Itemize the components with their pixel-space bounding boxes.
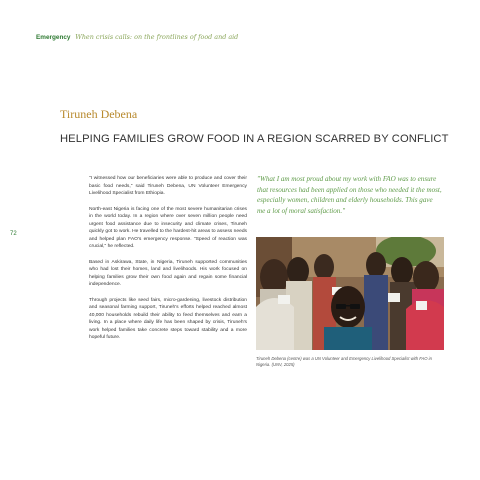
profile-name: Tiruneh Debena (60, 107, 138, 121)
article-headline: HELPING FAMILIES GROW FOOD IN A REGION SCARRED BY CONFLICT (60, 133, 449, 145)
body-paragraph: North-east Nigeria is facing one of the most severe humanitarian crises in the world today. In a region where over seven million people need urgent food assistance due to insecurity and climate crises, Tiruneh quickly got to work. He travelled to the hardest-hit areas to assess needs and helped plan FAO's emergency response. "Speed of reaction was crucial," he reflected. (89, 206, 247, 249)
page-number: 72 (10, 231, 17, 237)
article-body (89, 175, 247, 350)
body-paragraph: Through projects like seed fairs, micro-gardening, livestock distribution and seasonal farming support, Tiruneh's efforts helped reached almost 40,000 households rebuild their ability to feed themselves and earn a living. In a place where daily life has been shaped by crisis, Tiruneh's work helped families take concrete steps toward stability and a more hopeful future. (89, 297, 247, 340)
chapter-subtitle: When crisis calls: on the frontlines of food and aid (75, 33, 239, 41)
photo-caption: Tiruneh Debena (centre) was a UN Volunteer and Emergency Livelihood Specialist with FAO in Nigeria. (UNV, 2025) (256, 356, 432, 367)
group-photo (256, 237, 444, 350)
section-label: Emergency (36, 34, 71, 41)
body-paragraph: Based in Askirawa, State, in Nigeria, Tiruneh supported communities who had lost their homes, land and livelihoods. His work focused on helping families grow their own food again and regain some financial independence. (89, 259, 247, 287)
body-paragraph: "I witnessed how our beneficiaries were able to produce and cover their basic food needs," said Tiruneh Debena, UN Volunteer Emergency Livelihood Specialist from Ethiopia. (89, 176, 247, 196)
running-header (36, 33, 238, 41)
pull-quote: "What I am most proud about my work with FAO was to ensure that resources had been applied on those who needed it the most, especially women, children and elderly households. This gave me a lot of moral satisfaction." (257, 175, 442, 215)
